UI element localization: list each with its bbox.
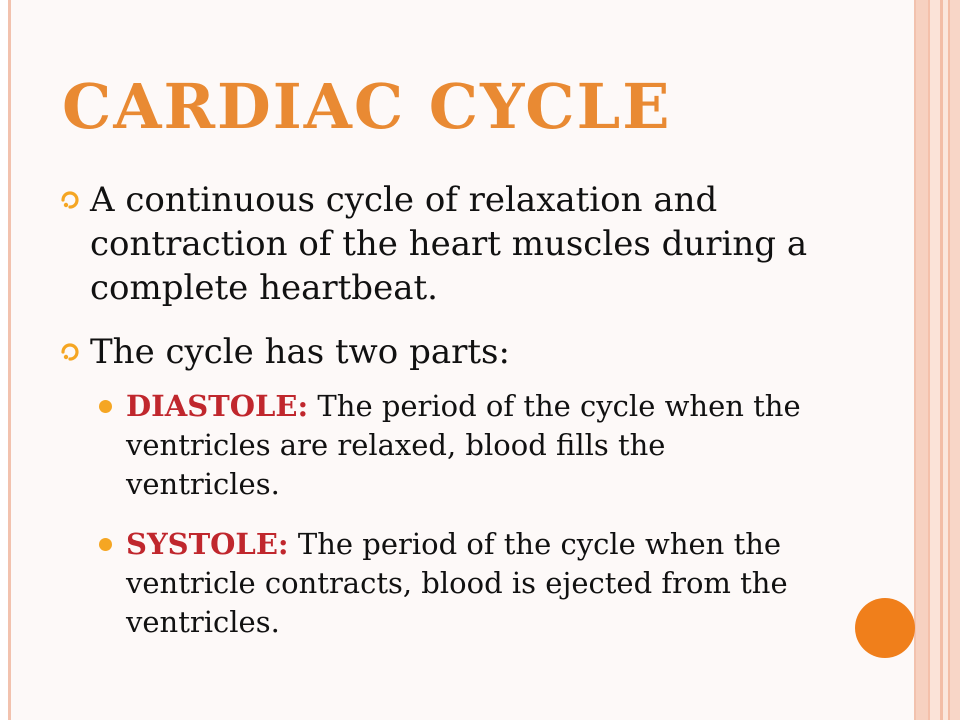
term-systole: SYSTOLE: — [126, 527, 289, 561]
orange-hook-bullet-icon — [61, 191, 79, 209]
decorative-side-stripes — [916, 0, 960, 720]
term-diastole: DIASTOLE: — [126, 389, 309, 423]
sub-bullet-item-systole — [126, 525, 826, 642]
definition-text: The period of the cycle when the ventricle contracts, blood is ejected from the ventricles. — [126, 527, 788, 639]
bullet-text: The cycle has two parts: — [90, 332, 510, 372]
slide-title: CARDIAC CYCLE — [62, 70, 672, 143]
orange-dot-bullet-icon — [99, 400, 112, 413]
orange-hook-bullet-icon — [61, 343, 79, 361]
bullet-item — [90, 178, 850, 310]
orange-circle-icon — [855, 598, 915, 658]
bullet-item — [90, 330, 850, 374]
orange-dot-bullet-icon — [99, 538, 112, 551]
bullet-text: A continuous cycle of relaxation and contraction of the heart muscles during a complete heartbeat. — [90, 180, 808, 308]
definition-text: The period of the cycle when the ventricles are relaxed, blood fills the ventricles. — [126, 389, 801, 501]
sub-bullet-item-diastole — [126, 387, 826, 504]
